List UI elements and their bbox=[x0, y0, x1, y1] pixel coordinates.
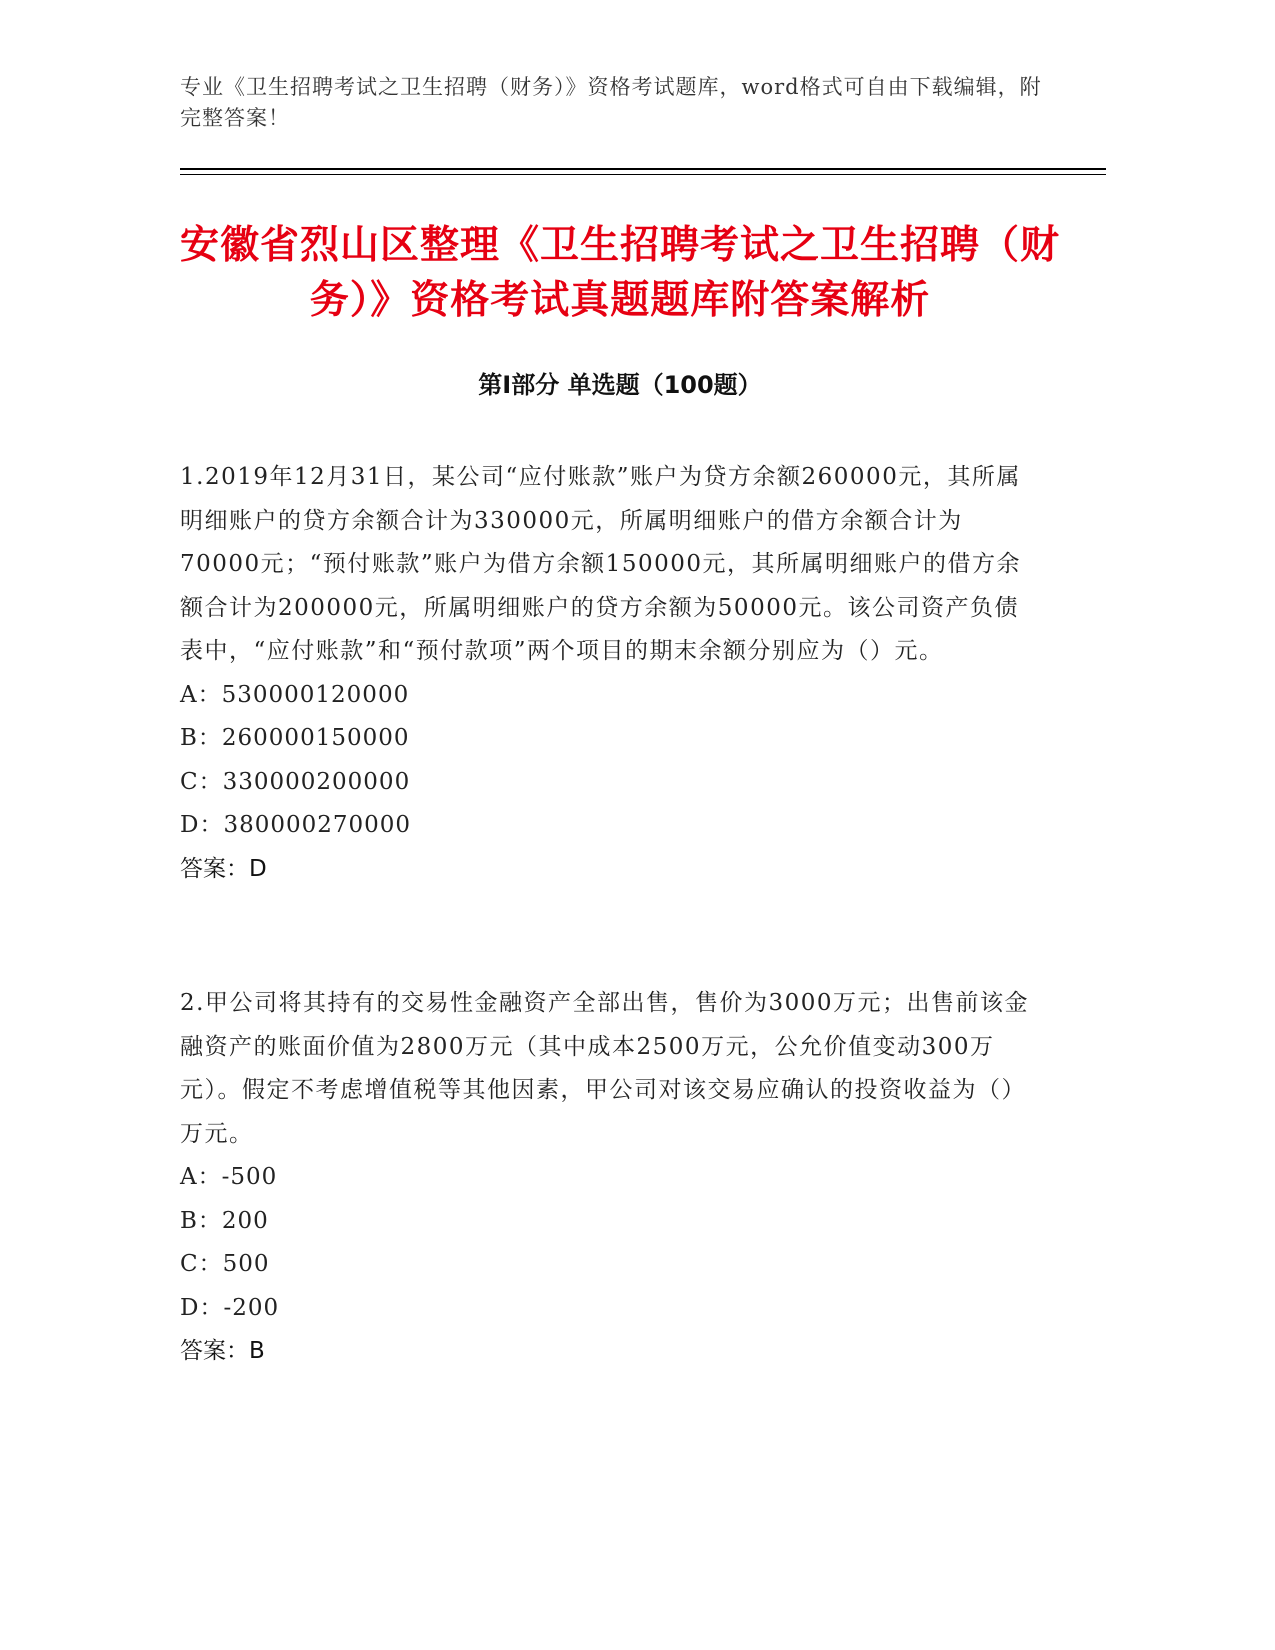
header-note: 专业《卫生招聘考试之卫生招聘（财务）》资格考试题库，word格式可自由下载编辑，附完整答案！ bbox=[180, 75, 1042, 130]
option-c: C：330000200000 bbox=[180, 768, 411, 795]
header-divider-thick bbox=[180, 168, 1106, 170]
question-1 bbox=[180, 456, 1040, 891]
option-a: A：530000120000 bbox=[180, 681, 410, 708]
question-stem: 2.甲公司将其持有的交易性金融资产全部出售，售价为3000万元；出售前该金融资产的账面价值为2800万元（其中成本2500万元，公允价值变动300万元）。假定不考虑增值税等其他因素，甲公司对该交易应确认的投资收益为（）万元。 bbox=[180, 990, 1029, 1147]
question-2 bbox=[180, 982, 1040, 1374]
answer: 答案：B bbox=[180, 1338, 265, 1364]
option-a: A：-500 bbox=[180, 1164, 278, 1190]
option-b: B：260000150000 bbox=[180, 725, 410, 751]
option-b: B：200 bbox=[180, 1207, 269, 1234]
answer: 答案：D bbox=[180, 855, 267, 882]
option-d: D：380000270000 bbox=[180, 812, 412, 838]
option-c: C：500 bbox=[180, 1251, 270, 1277]
option-d: D：-200 bbox=[180, 1294, 280, 1321]
document-title: 安徽省烈山区整理《卫生招聘考试之卫生招聘（财务）》资格考试真题题库附答案解析 bbox=[180, 223, 1061, 323]
section-title: 第Ⅰ部分 单选题（100题） bbox=[478, 371, 762, 399]
question-stem: 1.2019年12月31日，某公司“应付账款”账户为贷方余额260000元，其所属明细账户的贷方余额合计为330000元，所属明细账户的借方余额合计为70000元；“预付账款”账户为借方余额150000元，其所属明细账户的借方余额合计为200000元，所属明细账户的贷方余额为50000元。该公司资产负债表中，“应付账款”和“预付款项”两个项目的期末余额分别应为（）元。 bbox=[180, 464, 1021, 664]
header-divider-thin bbox=[180, 174, 1106, 175]
